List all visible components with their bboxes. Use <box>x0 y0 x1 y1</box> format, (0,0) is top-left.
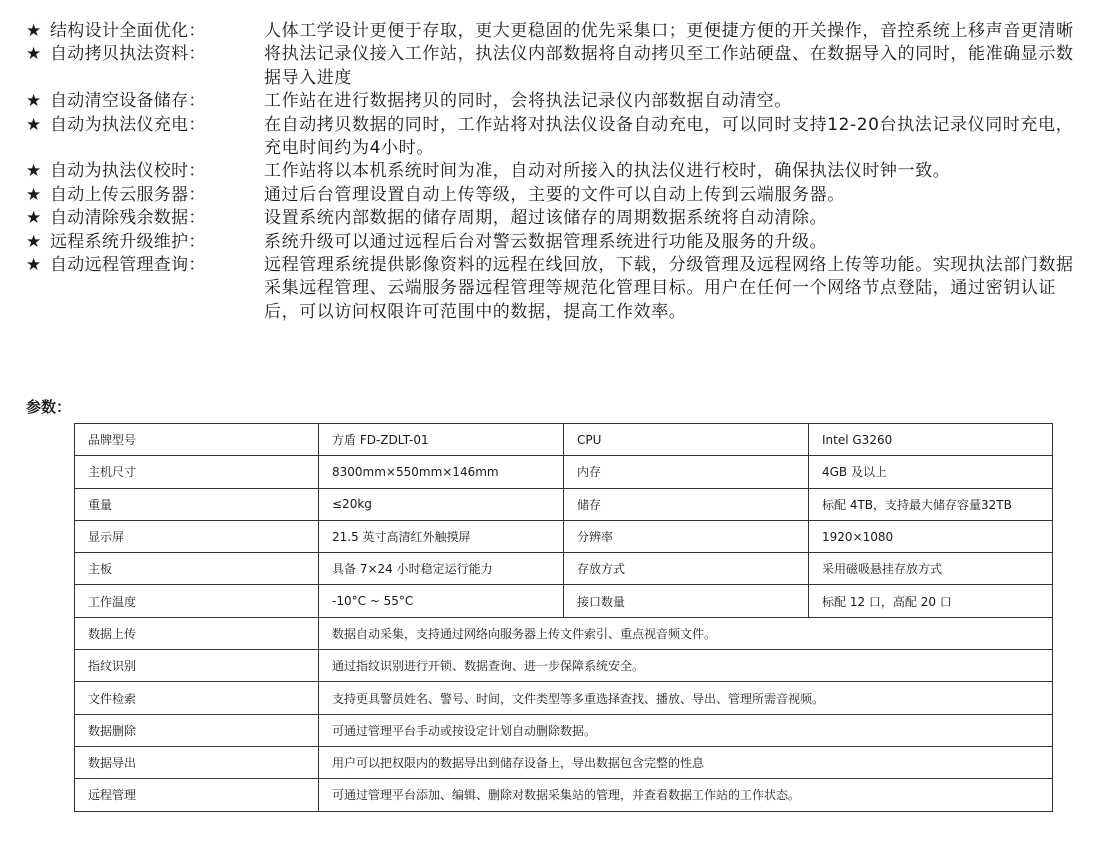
param-name: 存放方式 <box>564 553 809 585</box>
param-value: 支持更具警员姓名、警号、时间，文件类型等多重选择查找、播放、导出、管理所需音视频。 <box>319 682 1053 714</box>
param-value: 具备 7×24 小时稳定运行能力 <box>319 553 564 585</box>
param-value: 4GB 及以上 <box>809 456 1053 488</box>
feature-item <box>26 114 1086 161</box>
param-value: 方盾 FD-ZDLT-01 <box>319 424 564 456</box>
feature-item <box>26 184 1086 207</box>
table-row <box>75 714 1053 746</box>
star-icon: ★ <box>26 255 42 276</box>
feature-label: 自动为执法仪充电： <box>50 114 206 135</box>
params-title: 参数： <box>26 398 72 416</box>
table-row <box>75 746 1053 778</box>
param-name: 主机尺寸 <box>75 456 319 488</box>
param-value: ≤20kg <box>319 488 564 520</box>
param-value: 通过指纹识别进行开锁、数据查询、进一步保障系统安全。 <box>319 650 1053 682</box>
table-row <box>75 779 1053 811</box>
table-row <box>75 456 1053 488</box>
feature-item <box>26 20 1086 43</box>
feature-desc: 工作站将以本机系统时间为准，自动对所接入的执法仪进行校时，确保执法仪时钟一致。 <box>264 161 951 182</box>
param-name: 显示屏 <box>75 520 319 552</box>
param-name: 储存 <box>564 488 809 520</box>
param-name: 工作温度 <box>75 585 319 617</box>
feature-desc: 远程管理系统提供影像资料的远程在线回放，下载，分级管理及远程网络上传等功能。实现执法部门数据采集远程管理、云端服务器远程管理等规范化管理目标。用户在任何一个网络节点登陆，通过密钥认证后，可以访问权限许可范围中的数据，提高工作效率。 <box>264 255 1074 322</box>
feature-label: 自动清空设备储存： <box>50 91 206 112</box>
param-name: 文件检索 <box>75 682 319 714</box>
table-row <box>75 520 1053 552</box>
feature-desc: 工作站在进行数据拷贝的同时，会将执法记录仪内部数据自动清空。 <box>264 91 792 112</box>
star-icon: ★ <box>26 91 42 112</box>
feature-list <box>26 20 1086 324</box>
feature-desc: 系统升级可以通过远程后台对警云数据管理系统进行功能及服务的升级。 <box>264 231 828 252</box>
feature-item <box>26 160 1086 183</box>
params-table <box>74 423 1053 812</box>
param-value: 21.5 英寸高清红外触摸屏 <box>319 520 564 552</box>
param-value: 用户可以把权限内的数据导出到储存设备上，导出数据包含完整的性息 <box>319 746 1053 778</box>
param-name: 数据删除 <box>75 714 319 746</box>
star-icon: ★ <box>26 44 42 65</box>
star-icon: ★ <box>26 114 42 135</box>
feature-desc: 设置系统内部数据的储存周期，超过该储存的周期数据系统将自动清除。 <box>264 208 828 229</box>
param-value: 可通过管理平台手动或按设定计划自动删除数据。 <box>319 714 1053 746</box>
star-icon: ★ <box>26 231 42 252</box>
param-value: 数据自动采集，支持通过网络向服务器上传文件索引、重点视音频文件。 <box>319 617 1053 649</box>
feature-label: 结构设计全面优化： <box>50 21 206 41</box>
table-row <box>75 650 1053 682</box>
param-name: CPU <box>564 424 809 456</box>
table-row <box>75 585 1053 617</box>
star-icon: ★ <box>26 21 42 41</box>
feature-label: 远程系统升级维护： <box>50 231 206 252</box>
table-row <box>75 682 1053 714</box>
param-value: -10°C ~ 55°C <box>319 585 564 617</box>
param-value: 8300mm×550mm×146mm <box>319 456 564 488</box>
feature-desc: 在自动拷贝数据的同时，工作站将对执法仪设备自动充电，可以同时支持12-20台执法记录仪同时充电，充电时间约为4小时。 <box>264 114 1074 159</box>
table-row <box>75 617 1053 649</box>
feature-label: 自动上传云服务器： <box>50 184 206 205</box>
param-name: 内存 <box>564 456 809 488</box>
param-value: 采用磁吸悬挂存放方式 <box>809 553 1053 585</box>
param-value: 1920×1080 <box>809 520 1053 552</box>
param-name: 数据导出 <box>75 746 319 778</box>
table-row <box>75 424 1053 456</box>
param-name: 分辨率 <box>564 520 809 552</box>
param-name: 主板 <box>75 553 319 585</box>
star-icon: ★ <box>26 184 42 205</box>
param-name: 品牌型号 <box>75 424 319 456</box>
star-icon: ★ <box>26 161 42 182</box>
feature-item <box>26 207 1086 230</box>
param-name: 重量 <box>75 488 319 520</box>
param-name: 接口数量 <box>564 585 809 617</box>
param-name: 数据上传 <box>75 617 319 649</box>
feature-label: 自动为执法仪校时： <box>50 161 206 182</box>
feature-item <box>26 231 1086 254</box>
table-row <box>75 488 1053 520</box>
feature-desc: 将执法记录仪接入工作站，执法仪内部数据将自动拷贝至工作站硬盘、在数据导入的同时，能准确显示数据导入进度 <box>264 44 1074 88</box>
param-value: 标配 12 口，高配 20 口 <box>809 585 1053 617</box>
star-icon: ★ <box>26 208 42 229</box>
param-value: 可通过管理平台添加、编辑、删除对数据采集站的管理，并查看数据工作站的工作状态。 <box>319 779 1053 811</box>
table-row <box>75 553 1053 585</box>
feature-desc: 人体工学设计更便于存取，更大更稳固的优先采集口；更便捷方便的开关操作，音控系统上移声音更清晰 <box>264 21 1074 41</box>
feature-label: 自动拷贝执法资料： <box>50 44 206 65</box>
feature-item <box>26 43 1086 90</box>
param-value: 标配 4TB，支持最大储存容量32TB <box>809 488 1053 520</box>
param-name: 远程管理 <box>75 779 319 811</box>
feature-item <box>26 90 1086 113</box>
feature-label: 自动远程管理查询： <box>50 255 206 276</box>
feature-desc: 通过后台管理设置自动上传等级，主要的文件可以自动上传到云端服务器。 <box>264 184 845 205</box>
feature-item <box>26 254 1086 324</box>
param-value: Intel G3260 <box>809 424 1053 456</box>
feature-label: 自动清除残余数据： <box>50 208 206 229</box>
param-name: 指纹识别 <box>75 650 319 682</box>
